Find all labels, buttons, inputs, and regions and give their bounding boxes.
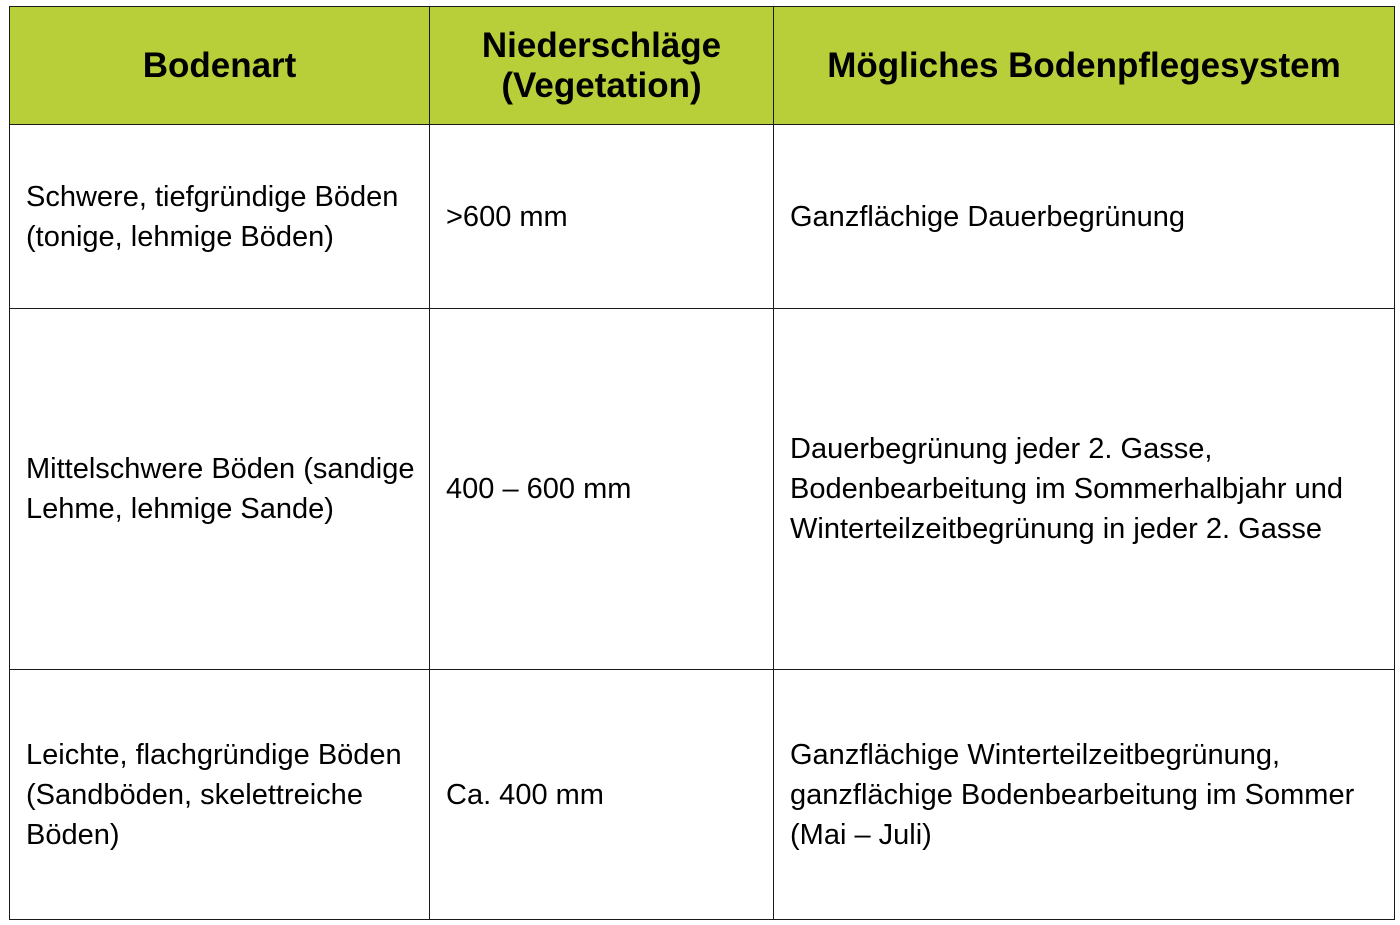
cell-niederschlaege: >600 mm [430, 125, 774, 309]
table-row [10, 309, 1395, 670]
table-header-row [10, 7, 1395, 125]
soil-care-table [9, 6, 1395, 920]
header-niederschlaege: Niederschläge (Vegetation) [430, 7, 774, 125]
cell-niederschlaege: 400 – 600 mm [430, 309, 774, 670]
table-row [10, 670, 1395, 920]
table-row [10, 125, 1395, 309]
cell-niederschlaege: Ca. 400 mm [430, 670, 774, 920]
header-bodenart: Bodenart [10, 7, 430, 125]
soil-care-table-wrapper [9, 6, 1395, 920]
cell-bodenpflegesystem: Dauerbegrünung jeder 2. Gasse, Bodenbearbeitung im Sommerhalbjahr und Winterteilzeitbegrünung in jeder 2. Gasse [774, 309, 1395, 670]
cell-bodenpflegesystem: Ganzflächige Dauerbegrünung [774, 125, 1395, 309]
cell-bodenpflegesystem: Ganzflächige Winterteilzeitbegrünung, ganzflächige Bodenbearbeitung im Sommer (Mai – Juli) [774, 670, 1395, 920]
cell-bodenart: Schwere, tiefgründige Böden (tonige, lehmige Böden) [10, 125, 430, 309]
cell-bodenart: Leichte, flachgründige Böden (Sandböden, skelettreiche Böden) [10, 670, 430, 920]
cell-bodenart: Mittelschwere Böden (sandige Lehme, lehmige Sande) [10, 309, 430, 670]
header-bodenpflegesystem: Mögliches Bodenpflegesystem [774, 7, 1395, 125]
